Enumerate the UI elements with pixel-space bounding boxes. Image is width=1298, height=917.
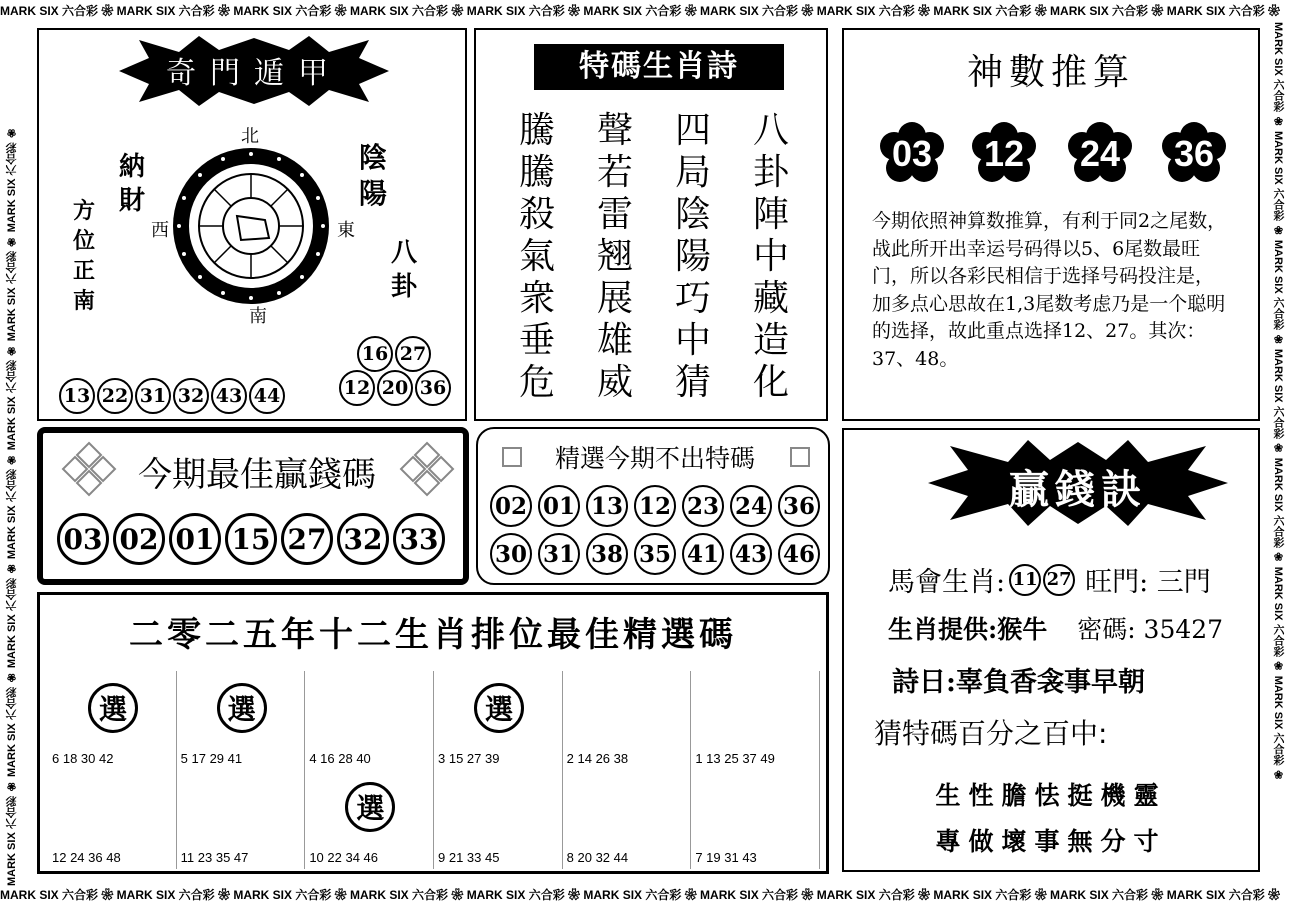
zodiac-cell-numbers: 10 22 34 46 — [309, 850, 379, 865]
qimen-num-circle: 44 — [249, 378, 285, 414]
not-out-num-circle: 24 — [730, 485, 772, 527]
diamond-pattern-icon — [61, 441, 117, 497]
not-out-title: 精選今期不出特碼 — [554, 444, 755, 473]
poem-column: 聲若雷翘展雄威 — [596, 110, 633, 403]
qimen-num-circle: 22 — [97, 378, 133, 414]
not-out-num-circle: 30 — [490, 533, 532, 575]
diamond-pattern-icon — [399, 441, 455, 497]
flower-number-badge — [880, 122, 944, 186]
compass-south: 南 — [249, 306, 267, 327]
select-badge: 選 — [474, 683, 524, 733]
poem-column: 四局陰陽巧中猜 — [674, 110, 711, 403]
win-title: 贏錢訣 — [1009, 466, 1147, 513]
not-out-checkbox-left — [502, 447, 522, 467]
qimen-num-circle: 20 — [377, 370, 413, 406]
not-out-num-circle: 46 — [778, 533, 820, 575]
best-num-circle: 32 — [337, 513, 389, 565]
zodiac-cell — [434, 770, 563, 869]
zodiac-cell — [691, 671, 820, 770]
shenshu-panel — [842, 28, 1260, 421]
zodiac-cell — [305, 770, 434, 869]
not-out-num-circle: 36 — [778, 485, 820, 527]
zodiac-cell-numbers: 11 23 35 47 — [180, 850, 249, 865]
top-border-text: MARK SIX 六合彩 ❀ MARK SIX 六合彩 ❀ MARK SIX 六合彩 ❀ MARK SIX 六合彩 ❀ MARK SIX 六合彩 ❀ MARK SIX 六合彩 ❀ MARK SIX 六合彩 ❀ MARK SIX 六合彩 ❀ MARK SIX 六合彩 ❀ MARK SIX 六合彩 ❀ MARK SIX 六合彩 ❀ — [0, 4, 1281, 18]
win-line-2-zodiac: 生肖提供:猴牛 — [888, 615, 1048, 644]
zodiac-cell — [177, 770, 306, 869]
qimen-left-column-1: 方位正南 — [73, 198, 96, 314]
qimen-num-circle: 16 — [357, 336, 393, 372]
not-out-num-circle: 31 — [538, 533, 580, 575]
qimen-num-circle: 36 — [415, 370, 451, 406]
qimen-panel — [37, 28, 467, 421]
win-line-5: 生性膽怯挺機靈 — [935, 781, 1167, 810]
flower-number-badge — [972, 122, 1036, 186]
zodiac-cell — [691, 770, 820, 869]
not-out-num-circle: 38 — [586, 533, 628, 575]
best-num-circle: 02 — [113, 513, 165, 565]
select-badge: 選 — [345, 782, 395, 832]
qimen-right-numbers-top — [357, 336, 431, 372]
flower-number: 24 — [1079, 133, 1121, 174]
win-panel — [842, 428, 1260, 872]
qimen-num-circle: 13 — [59, 378, 95, 414]
not-out-num-circle: 13 — [586, 485, 628, 527]
flower-number: 03 — [891, 133, 933, 174]
best-num-circle: 15 — [225, 513, 277, 565]
left-border-text: MARK SIX 六合彩 ❀ MARK SIX 六合彩 ❀ MARK SIX 六合彩 ❀ MARK SIX 六合彩 ❀ MARK SIX 六合彩 ❀ MARK SIX 六合彩 ❀ MARK SIX 六合彩 ❀ — [6, 126, 18, 886]
not-out-num-circle: 35 — [634, 533, 676, 575]
win-line-1-rest: 旺門: 三門 — [1085, 567, 1211, 598]
zodiac-cell-numbers: 6 18 30 42 — [52, 751, 114, 766]
zodiac-cell-numbers: 9 21 33 45 — [438, 850, 500, 865]
win-line-1 — [888, 560, 1211, 599]
zodiac-panel — [37, 592, 829, 874]
zodiac-cell — [177, 671, 306, 770]
not-out-num-circle: 43 — [730, 533, 772, 575]
qimen-right-column-1: 陰陽 — [359, 141, 388, 210]
best-numbers-title: 今期最佳贏錢碼 — [138, 455, 376, 495]
qimen-num-circle: 43 — [211, 378, 247, 414]
poem-column: 八卦陣中藏造化 — [752, 110, 789, 403]
best-num-circle: 01 — [169, 513, 221, 565]
not-out-panel — [476, 427, 830, 585]
qimen-num-circle: 27 — [395, 336, 431, 372]
zodiac-cell-numbers: 8 20 32 44 — [566, 850, 629, 865]
zodiac-grid — [48, 671, 820, 869]
best-numbers-panel — [37, 427, 469, 585]
top-border-strip — [0, 2, 1298, 24]
select-badge: 選 — [88, 683, 138, 733]
win-line-6: 專做壞事無分寸 — [935, 827, 1167, 856]
qimen-num-circle: 32 — [173, 378, 209, 414]
left-border-strip — [4, 22, 26, 886]
qimen-num-circle: 31 — [135, 378, 171, 414]
qimen-left-column-2: 納財 — [119, 152, 146, 216]
right-border-text: MARK SIX 六合彩 ❀ MARK SIX 六合彩 ❀ MARK SIX 六合彩 ❀ MARK SIX 六合彩 ❀ MARK SIX 六合彩 ❀ MARK SIX 六合彩 ❀ MARK SIX 六合彩 ❀ — [1272, 22, 1284, 782]
zodiac-cell-numbers: 2 14 26 38 — [566, 751, 629, 766]
compass-east: 東 — [337, 220, 355, 241]
qimen-bottom-numbers — [59, 378, 285, 414]
bottom-border-text: MARK SIX 六合彩 ❀ MARK SIX 六合彩 ❀ MARK SIX 六合彩 ❀ MARK SIX 六合彩 ❀ MARK SIX 六合彩 ❀ MARK SIX 六合彩 ❀ MARK SIX 六合彩 ❀ MARK SIX 六合彩 ❀ MARK SIX 六合彩 ❀ MARK SIX 六合彩 ❀ MARK SIX 六合彩 ❀ — [0, 888, 1281, 902]
win-num-circle: 11 — [1009, 564, 1041, 596]
bottom-border-strip — [0, 886, 1298, 908]
compass-north: 北 — [241, 126, 259, 147]
win-line-1-label: 馬會生肖: — [888, 567, 1006, 598]
poem-title: 特碼生肖詩 — [534, 44, 784, 90]
flower-number-badge — [1068, 122, 1132, 186]
compass-west: 西 — [151, 220, 169, 241]
qimen-num-circle: 12 — [339, 370, 375, 406]
zodiac-cell — [563, 770, 692, 869]
zodiac-cell — [563, 671, 692, 770]
zodiac-cell-numbers: 12 24 36 48 — [52, 850, 121, 865]
win-line-2-password: 密碼: 35427 — [1077, 615, 1224, 644]
zodiac-cell — [48, 671, 177, 770]
win-line-3: 詩日:辜負香衾事早朝 — [892, 667, 1145, 698]
not-out-num-circle: 23 — [682, 485, 724, 527]
zodiac-cell — [305, 671, 434, 770]
right-border-strip — [1270, 22, 1292, 886]
win-num-circle: 27 — [1043, 564, 1075, 596]
shenshu-text: 今期依照神算数推算，有利于同2之尾数，战此所开出幸运号码得以5、6尾数最旺门，所以各彩民相信于选择号码投注是，加多点心思故在1,3尾数考虑乃是一个聪明的选择，故此重点选择12、27。其次：37、48。 — [872, 210, 1227, 370]
qimen-title: 奇門遁甲 — [166, 56, 342, 91]
flower-number: 12 — [983, 133, 1025, 174]
poem-column: 騰騰殺氣衆垂危 — [518, 110, 555, 403]
zodiac-cell-numbers: 4 16 28 40 — [309, 751, 371, 766]
qimen-right-numbers-bottom — [339, 370, 451, 406]
zodiac-cell-numbers: 5 17 29 41 — [180, 751, 243, 766]
not-out-num-circle: 01 — [538, 485, 580, 527]
compass-wheel-icon — [171, 146, 331, 306]
not-out-row-1 — [490, 485, 820, 527]
flower-number: 36 — [1173, 133, 1215, 174]
select-badge: 選 — [217, 683, 267, 733]
zodiac-cell-numbers: 7 19 31 43 — [695, 850, 757, 865]
qimen-right-column-2: 八卦 — [391, 238, 418, 302]
zodiac-cell — [48, 770, 177, 869]
best-num-circle: 27 — [281, 513, 333, 565]
best-num-circle: 33 — [393, 513, 445, 565]
flower-number-badge — [1162, 122, 1226, 186]
not-out-row-2 — [490, 533, 820, 575]
win-line-2 — [888, 610, 1223, 646]
not-out-checkbox-right — [790, 447, 810, 467]
best-num-circle: 03 — [57, 513, 109, 565]
poem-panel — [474, 28, 828, 421]
not-out-num-circle: 12 — [634, 485, 676, 527]
win-line-4: 猜特碼百分之百中: — [874, 717, 1108, 750]
not-out-num-circle: 02 — [490, 485, 532, 527]
not-out-num-circle: 41 — [682, 533, 724, 575]
zodiac-cell-numbers: 3 15 27 39 — [438, 751, 500, 766]
zodiac-title: 二零二五年十二生肖排位最佳精選碼 — [129, 615, 737, 655]
best-numbers-row — [57, 513, 445, 565]
zodiac-cell-numbers: 1 13 25 37 49 — [695, 751, 775, 766]
zodiac-cell — [434, 671, 563, 770]
shenshu-title: 神數推算 — [966, 52, 1135, 93]
